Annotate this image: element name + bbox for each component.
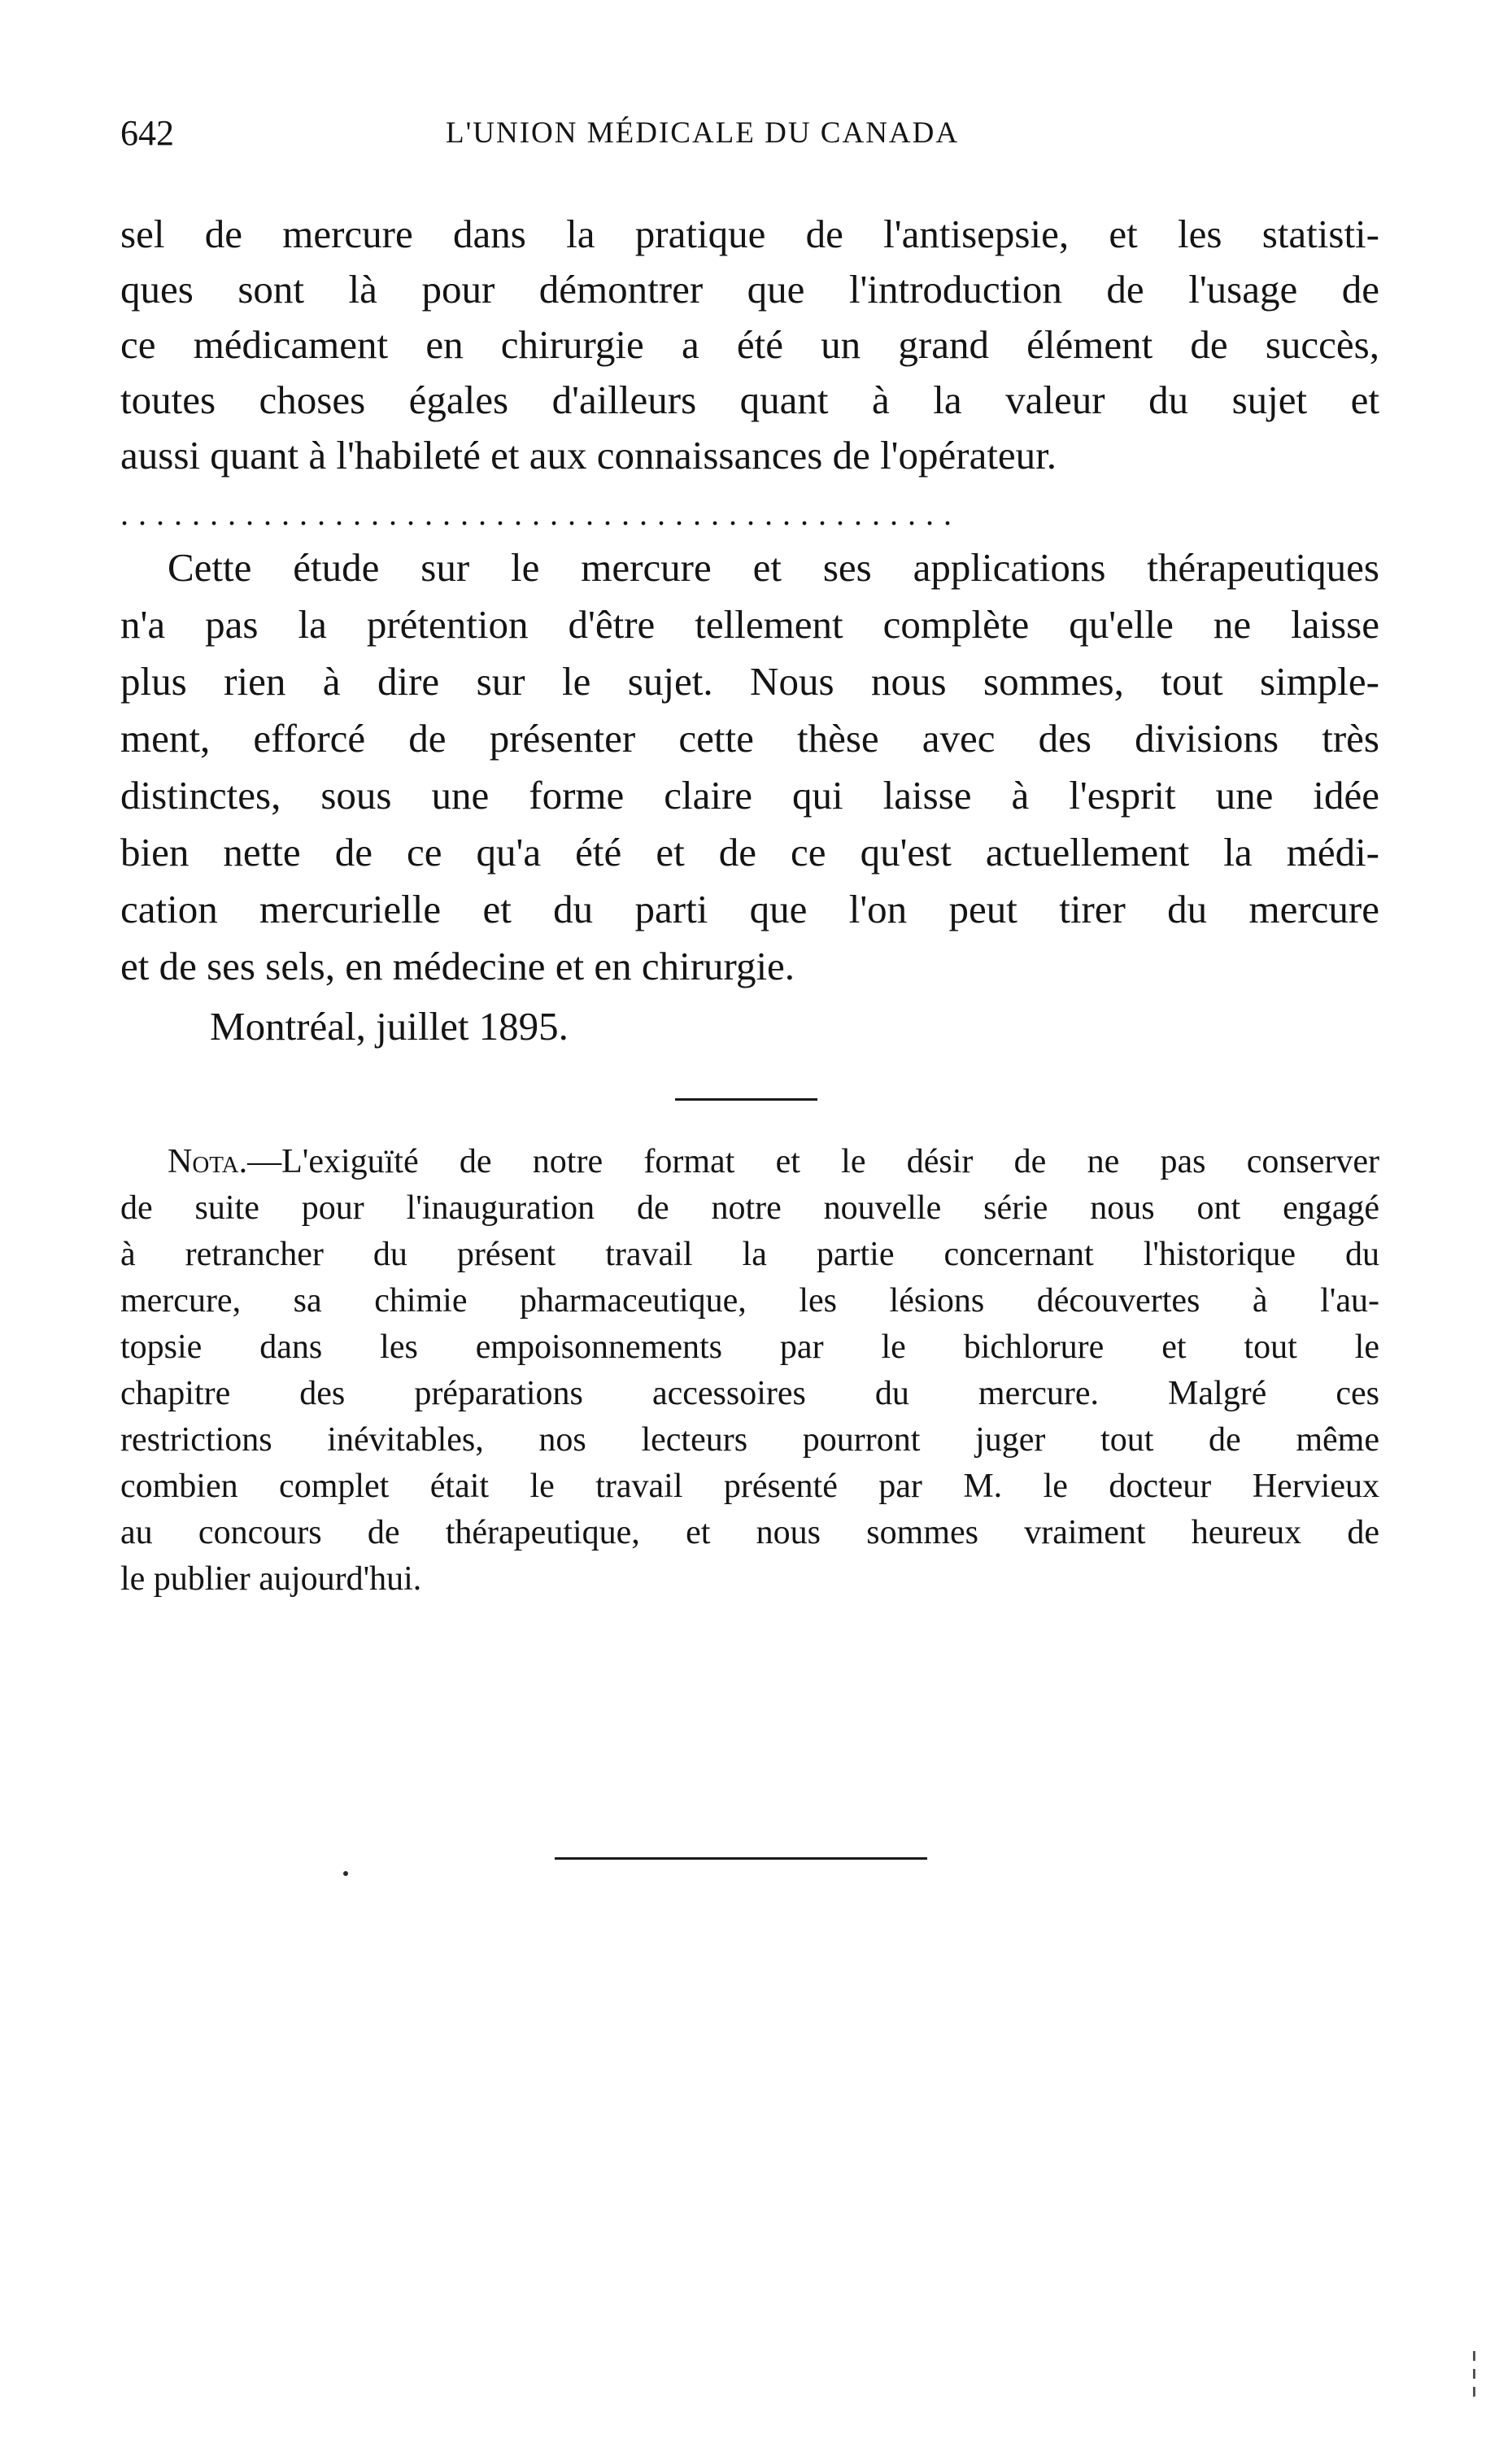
note-line: combien complet était le travail présenté par M. le docteur Hervieux — [120, 1468, 1379, 1505]
note-line: chapitre des préparations accessoires du mercure. Malgré ces — [120, 1375, 1379, 1412]
note-line: à retrancher du présent travail la partie concernant l'historique du — [120, 1236, 1379, 1273]
note-line: topsie dans les empoisonnements par le bichlorure et tout le — [120, 1328, 1379, 1366]
text-line: ques sont là pour démontrer que l'introduction de l'usage de — [120, 267, 1379, 312]
note-lead: Nota — [168, 1143, 239, 1180]
text-line: plus rien à dire sur le sujet. Nous nous sommes, tout simple- — [120, 659, 1379, 704]
text-line: ce médicament en chirurgie a été un grand élément de succès, — [120, 322, 1379, 367]
end-rule — [555, 1857, 927, 1860]
note-line: de suite pour l'inauguration de notre nouvelle série nous ont engagé — [120, 1189, 1379, 1227]
text-line: et de ses sels, en médecine et en chirurgie. — [120, 944, 795, 988]
ellipsis-separator: ............................................... — [120, 498, 961, 530]
note-line: mercure, sa chimie pharmaceutique, les lésions découvertes à l'au- — [120, 1282, 1379, 1320]
running-head — [120, 107, 1379, 159]
text-line: distinctes, sous une forme claire qui laisse à l'esprit une idée — [120, 773, 1379, 818]
text-line: Cette étude sur le mercure et ses applications thérapeutiques — [168, 545, 1379, 590]
journal-title: L'UNION MÉDICALE DU CANADA — [446, 116, 960, 150]
note-first-line — [168, 1139, 1379, 1184]
section-rule — [675, 1098, 817, 1101]
text-line: toutes choses égales d'ailleurs quant à la valeur du sujet et — [120, 377, 1379, 422]
note-line: le publier aujourd'hui. — [120, 1560, 422, 1598]
text-line: n'a pas la prétention d'être tellement complète qu'elle ne laisse — [120, 602, 1379, 647]
text-line: ment, efforcé de présenter cette thèse avec des divisions très — [120, 716, 1379, 761]
text-line: aussi quant à l'habileté et aux connaissances de l'opérateur. — [120, 433, 1057, 478]
page-number: 642 — [120, 113, 174, 153]
note-line: au concours de thérapeutique, et nous sommes vraiment heureux de — [120, 1514, 1379, 1551]
note-line: restrictions inévitables, nos lecteurs pourront juger tout de même — [120, 1421, 1379, 1459]
print-speck — [343, 1871, 348, 1876]
page-edge-mark — [1473, 2351, 1475, 2400]
text-line: sel de mercure dans la pratique de l'antisepsie, et les statisti- — [120, 212, 1379, 256]
text-line: cation mercurielle et du parti que l'on peut tirer du mercure — [120, 887, 1379, 931]
note-first-line-text: .—L'exiguïté de notre format et le désir de ne pas conserver — [238, 1143, 1379, 1180]
signoff-place-date: Montréal, juillet 1895. — [210, 1004, 569, 1049]
text-line: bien nette de ce qu'a été et de ce qu'est actuellement la médi- — [120, 830, 1379, 875]
